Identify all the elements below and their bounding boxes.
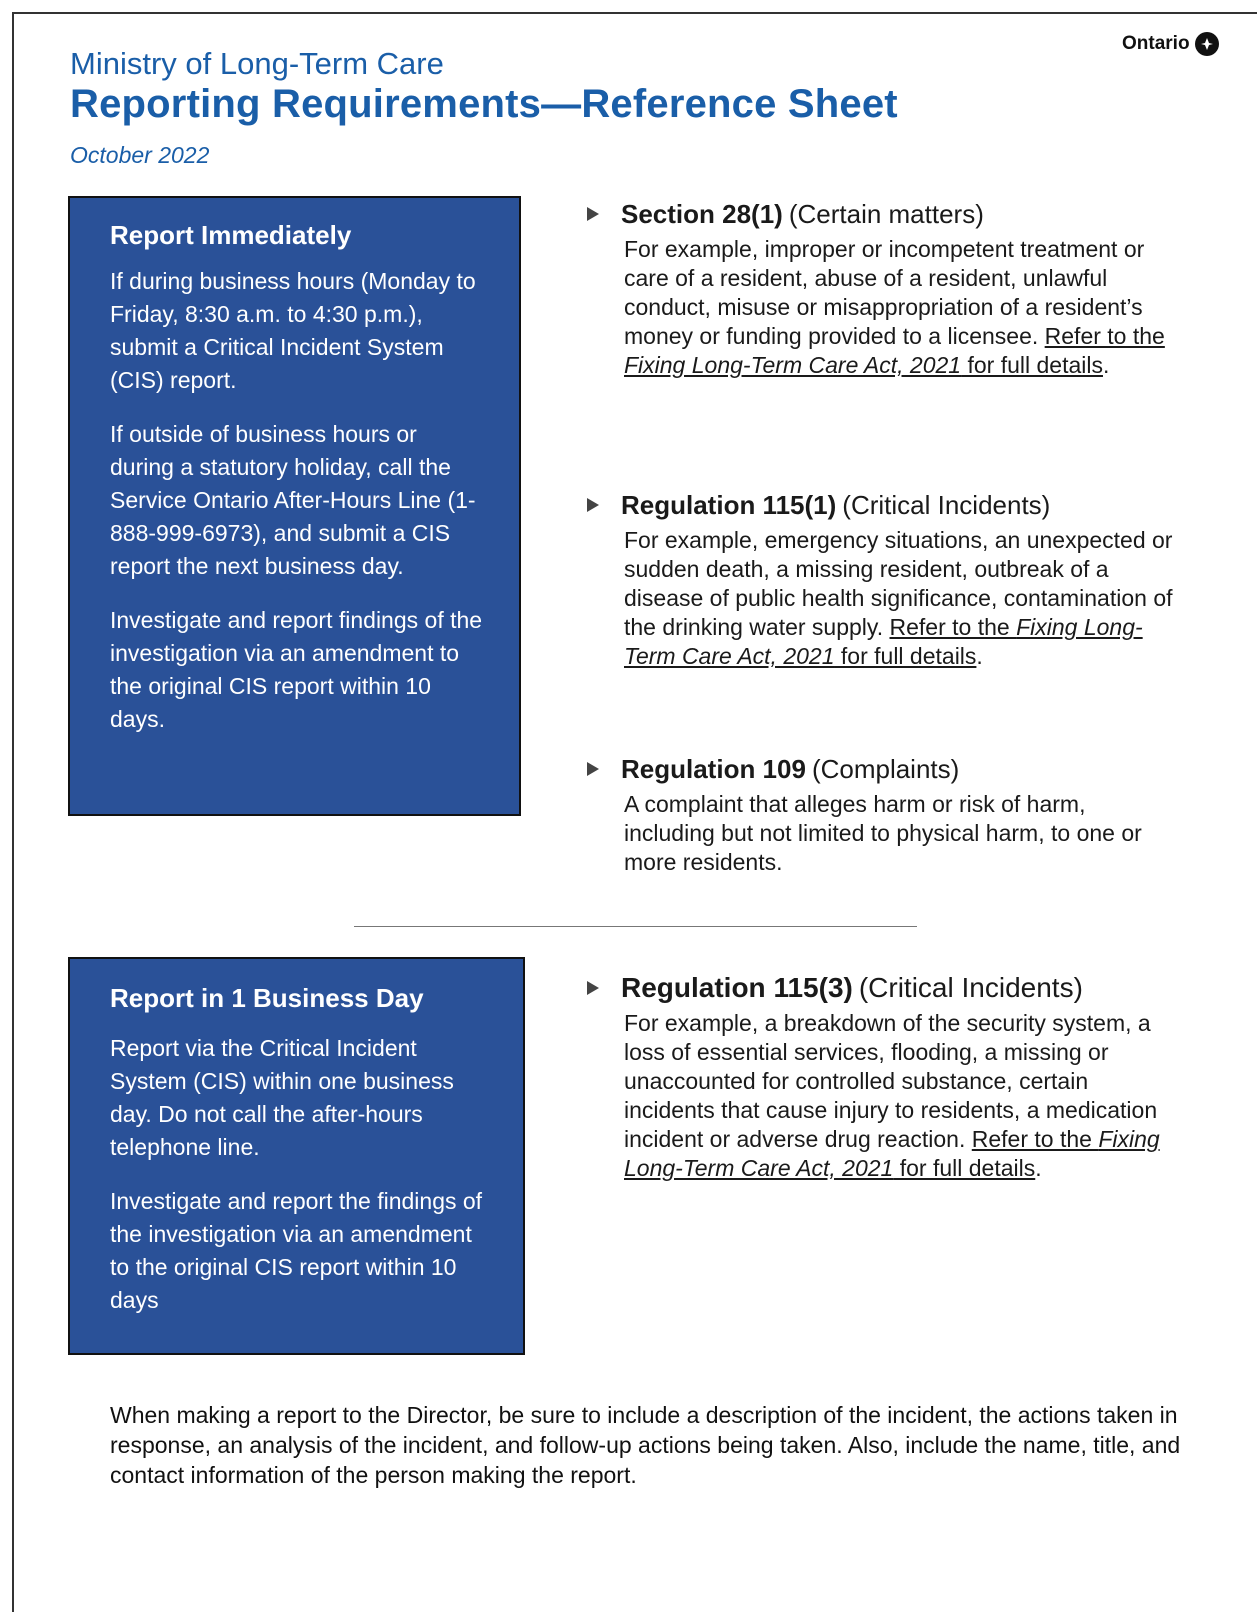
rule-body (624, 526, 1175, 671)
page-title: Reporting Requirements—Reference Sheet (70, 82, 898, 126)
section-divider (354, 926, 917, 927)
rule-body-text: For example, a breakdown of the security system, a loss of essential services, flooding, a missing or unaccounted for controlled substance, certain incidents that cause injury to residents, a medication incident or adverse drug reaction. (624, 1010, 1158, 1152)
ontario-logo (1122, 32, 1219, 56)
link-text: Refer to the (1044, 323, 1165, 349)
link-act-name: Fixing Long-Term Care Act, 2021 (624, 352, 962, 378)
box-paragraph: Report via the Critical Incident System (CIS) within one business day. Do not call the after-hours telephone line. (110, 1035, 454, 1160)
triangle-bullet-icon (585, 206, 601, 222)
logo-text: Ontario (1122, 33, 1190, 54)
box-paragraph: If during business hours (Monday to Friday, 8:30 a.m. to 4:30 p.m.), submit a Critical Incident System (CIS) report. (110, 268, 476, 393)
box-paragraph: Investigate and report the findings of the investigation via an amendment to the original CIS report within 10 days (110, 1188, 483, 1313)
link-text: for full details (961, 352, 1103, 378)
rule-title: Regulation 109 (621, 754, 806, 784)
rule-body-text: For example, improper or incompetent treatment or care of a resident, abuse of a resident, unlawful conduct, misuse or misappropriation of a resident’s money or funding provided to a licensee. (624, 236, 1145, 349)
punctuation: . (1102, 352, 1110, 378)
report-one-business-day-box (68, 957, 525, 1355)
rule-item-section-28-1 (585, 198, 1175, 380)
box-heading: Report Immediately (110, 220, 352, 250)
rule-title: Regulation 115(3) (621, 972, 853, 1003)
rule-title: Regulation 115(1) (621, 490, 837, 520)
ministry-name: Ministry of Long-Term Care (70, 46, 444, 81)
document-date: October 2022 (70, 142, 210, 168)
rule-item-regulation-109 (585, 753, 1175, 877)
rule-item-regulation-115-3 (585, 972, 1175, 1183)
punctuation: . (976, 643, 983, 669)
link-act-name: Fixing Long-Term Care Act, 2021 (624, 1126, 1160, 1181)
rule-subtitle: (Certain matters) (788, 199, 984, 229)
punctuation: . (1035, 1155, 1042, 1181)
rule-body-text: For example, emergency situations, an unexpected or sudden death, a missing resident, outbreak of a disease of public health significance, contamination of the drinking water supply. (624, 527, 1173, 640)
rule-body (624, 1009, 1175, 1183)
rule-item-regulation-115-1 (585, 489, 1175, 671)
footer-note: When making a report to the Director, be sure to include a description of the incident, the actions taken in response, an analysis of the incident, and follow-up actions being taken. Also, include the name, title, and contact information of the person making the report. (110, 1402, 1181, 1488)
rule-subtitle: (Critical Incidents) (842, 490, 1051, 520)
rule-body (624, 235, 1175, 380)
link-text: for full details (893, 1155, 1036, 1181)
rule-body-text: A complaint that alleges harm or risk of harm, including but not limited to physical harm, to one or more residents. (624, 791, 1142, 875)
link-act-name: Fixing Long-Term Care Act, 2021 (624, 614, 1143, 669)
rule-subtitle: (Complaints) (811, 754, 960, 784)
box-heading: Report in 1 Business Day (110, 983, 424, 1013)
rule-title: Section 28(1) (621, 199, 783, 229)
triangle-bullet-icon (585, 497, 601, 513)
report-immediately-box (68, 196, 521, 816)
triangle-bullet-icon (585, 761, 601, 777)
trillium-icon (1195, 32, 1219, 56)
triangle-bullet-icon (585, 980, 601, 996)
rule-subtitle: (Critical Incidents) (858, 972, 1083, 1003)
box-paragraph: If outside of business hours or during a statutory holiday, call the Service Ontario After-Hours Line (1-888-999-6973), and submit a CIS report the next business day. (110, 421, 476, 579)
box-paragraph: Investigate and report findings of the investigation via an amendment to the original CIS report within 10 days. (110, 607, 483, 732)
link-text: Refer to the (971, 1126, 1099, 1152)
link-text: for full details (834, 643, 977, 669)
link-text: Refer to the (889, 614, 1017, 640)
